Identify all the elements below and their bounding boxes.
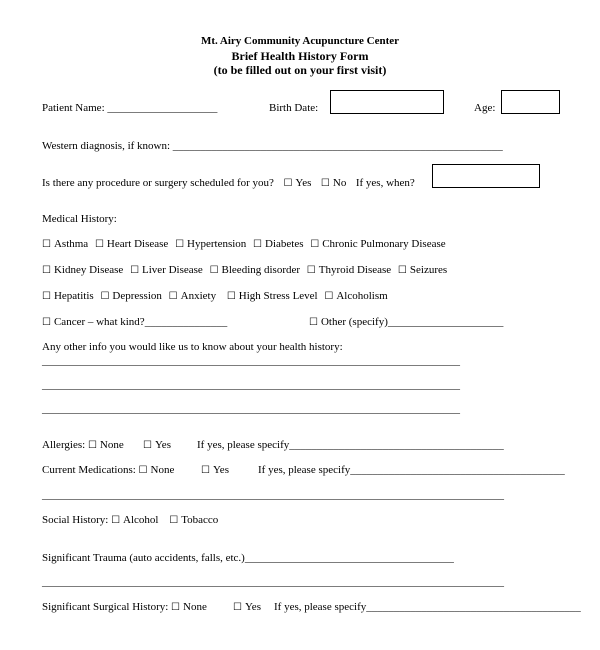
form-subtitle: (to be filled out on your first visit) [213, 63, 387, 77]
condition-bleeding-disorder[interactable]: ☐ Bleeding disorder [209, 264, 301, 276]
birth-date-field[interactable] [330, 90, 444, 114]
form-title: Brief Health History Form [231, 49, 369, 63]
surgical-history-row [42, 601, 207, 613]
checkbox-icon[interactable]: ☐ [42, 239, 51, 250]
medical-history-label: Medical History: [42, 213, 117, 225]
procedure-yes-option[interactable]: ☐ Yes [283, 177, 312, 189]
other-specify-field[interactable]: _____________________ [387, 316, 504, 328]
condition-thyroid-disease[interactable]: ☐ Thyroid Disease [306, 264, 392, 276]
other-info-line-2[interactable]: ____________________________________________________________________________ [42, 379, 460, 391]
procedure-row [42, 177, 415, 189]
checkbox-icon[interactable]: ☐ [306, 265, 316, 276]
checkbox-icon[interactable]: ☐ [100, 291, 110, 302]
condition-chronic-pulmonary[interactable]: ☐ Chronic Pulmonary Disease [310, 238, 446, 250]
medications-specify-field[interactable]: _______________________________________ [350, 464, 565, 476]
surgical-history-label: Significant Surgical History: [42, 601, 172, 613]
age-label: Age: [474, 102, 496, 114]
social-history-row [42, 514, 218, 526]
condition-other[interactable]: ☐ Other (specify) [309, 316, 388, 328]
checkbox-icon[interactable]: ☐ [253, 239, 263, 250]
checkbox-icon[interactable]: ☐ [310, 239, 320, 250]
checkbox-icon[interactable]: ☐ [201, 465, 210, 476]
checkbox-icon[interactable]: ☐ [320, 178, 330, 189]
birth-date-label: Birth Date: [269, 102, 319, 114]
condition-liver-disease[interactable]: ☐ Liver Disease [130, 264, 203, 276]
surgical-specify: If yes, please specify_______________________________________ [274, 601, 581, 613]
social-history-label: Social History: [42, 514, 112, 526]
medications-none-option[interactable]: ☐ None [138, 464, 175, 476]
condition-hepatitis[interactable]: ☐ Hepatitis [42, 290, 94, 302]
procedure-if-yes-label: If yes, when? [355, 177, 415, 189]
checkbox-icon[interactable]: ☐ [138, 465, 148, 476]
checkbox-icon[interactable]: ☐ [324, 291, 334, 302]
cancer-kind-field[interactable]: _______________ [144, 316, 228, 328]
checkbox-icon[interactable]: ☐ [111, 515, 121, 526]
condition-depression[interactable]: ☐ Depression [100, 290, 162, 302]
allergies-none-option[interactable]: ☐ None [87, 439, 124, 451]
surgical-none-option[interactable]: ☐ None [171, 601, 207, 613]
cancer-row [42, 316, 227, 328]
condition-anxiety[interactable]: ☐ Anxiety [168, 290, 217, 302]
condition-diabetes[interactable]: ☐ Diabetes [253, 238, 304, 250]
checkbox-icon[interactable]: ☐ [130, 265, 140, 276]
org-name: Mt. Airy Community Acupuncture Center [200, 35, 400, 47]
other-info-line-1[interactable]: ____________________________________________________________________________ [42, 355, 460, 367]
checkbox-icon[interactable]: ☐ [169, 515, 179, 526]
trauma-label: Significant Trauma (auto accidents, falls, etc.) [42, 552, 245, 564]
medications-specify: If yes, please specify_______________________________________ [258, 464, 565, 476]
other-info-line-3[interactable]: ____________________________________________________________________________ [42, 403, 460, 415]
age-field[interactable] [501, 90, 560, 114]
checkbox-icon[interactable]: ☐ [94, 239, 104, 250]
social-tobacco-option[interactable]: ☐ Tobacco [169, 514, 219, 526]
checkbox-icon[interactable]: ☐ [397, 265, 407, 276]
condition-cancer[interactable]: ☐ Cancer – what kind? [42, 316, 145, 328]
condition-hypertension[interactable]: ☐ Hypertension [175, 238, 247, 250]
medical-history-row-3 [42, 290, 388, 302]
checkbox-icon[interactable]: ☐ [233, 602, 242, 613]
allergies-specify-field[interactable]: _______________________________________ [289, 439, 504, 451]
medical-history-row-2 [42, 264, 447, 276]
allergies-specify: If yes, please specify_______________________________________ [197, 439, 504, 451]
condition-kidney-disease[interactable]: ☐ Kidney Disease [42, 264, 124, 276]
surgical-specify-field[interactable]: _______________________________________ [366, 601, 581, 613]
checkbox-icon[interactable]: ☐ [87, 440, 97, 451]
diagnosis-field[interactable]: ____________________________________________________________ [172, 140, 503, 152]
diagnosis-label: Western diagnosis, if known: [42, 140, 173, 152]
trauma-extra-line[interactable]: ____________________________________________________________________________________ [42, 576, 504, 588]
medications-row [42, 464, 174, 476]
condition-heart-disease[interactable]: ☐ Heart Disease [94, 238, 169, 250]
checkbox-icon[interactable]: ☐ [283, 178, 293, 189]
patient-row [42, 102, 217, 114]
checkbox-icon[interactable]: ☐ [42, 265, 51, 276]
checkbox-icon[interactable]: ☐ [143, 440, 152, 451]
trauma-field[interactable]: ______________________________________ [244, 552, 454, 564]
checkbox-icon[interactable]: ☐ [42, 291, 51, 302]
condition-high-stress[interactable]: ☐ High Stress Level [226, 290, 318, 302]
condition-alcoholism[interactable]: ☐ Alcoholism [324, 290, 388, 302]
surgical-yes-option[interactable]: ☐ Yes [233, 601, 261, 613]
checkbox-icon[interactable]: ☐ [226, 291, 236, 302]
other-info-label: Any other info you would like us to know about your health history: [42, 341, 343, 353]
medications-extra-line[interactable]: ____________________________________________________________________________________ [42, 489, 504, 501]
procedure-no-option[interactable]: ☐ No [320, 177, 347, 189]
patient-name-label: Patient Name: [42, 102, 108, 114]
allergies-label: Allergies: [42, 439, 86, 451]
procedure-when-field[interactable] [432, 164, 540, 188]
procedure-question: Is there any procedure or surgery scheduled for you? [42, 177, 274, 189]
medications-label: Current Medications: [42, 464, 139, 476]
checkbox-icon[interactable]: ☐ [309, 317, 318, 328]
condition-seizures[interactable]: ☐ Seizures [397, 264, 448, 276]
diagnosis-row [42, 140, 503, 152]
condition-asthma[interactable]: ☐ Asthma [42, 238, 89, 250]
trauma-row [42, 552, 454, 564]
social-alcohol-option[interactable]: ☐ Alcohol [111, 514, 159, 526]
other-condition-row [309, 316, 503, 328]
checkbox-icon[interactable]: ☐ [209, 265, 219, 276]
checkbox-icon[interactable]: ☐ [168, 291, 178, 302]
checkbox-icon[interactable]: ☐ [171, 602, 181, 613]
medical-history-row-1 [42, 238, 446, 250]
checkbox-icon[interactable]: ☐ [175, 239, 185, 250]
patient-name-field[interactable]: ____________________ [107, 102, 218, 114]
checkbox-icon[interactable]: ☐ [42, 317, 51, 328]
allergies-yes-option[interactable]: ☐ Yes [143, 439, 171, 451]
medications-yes-option[interactable]: ☐ Yes [201, 464, 229, 476]
allergies-row [42, 439, 124, 451]
